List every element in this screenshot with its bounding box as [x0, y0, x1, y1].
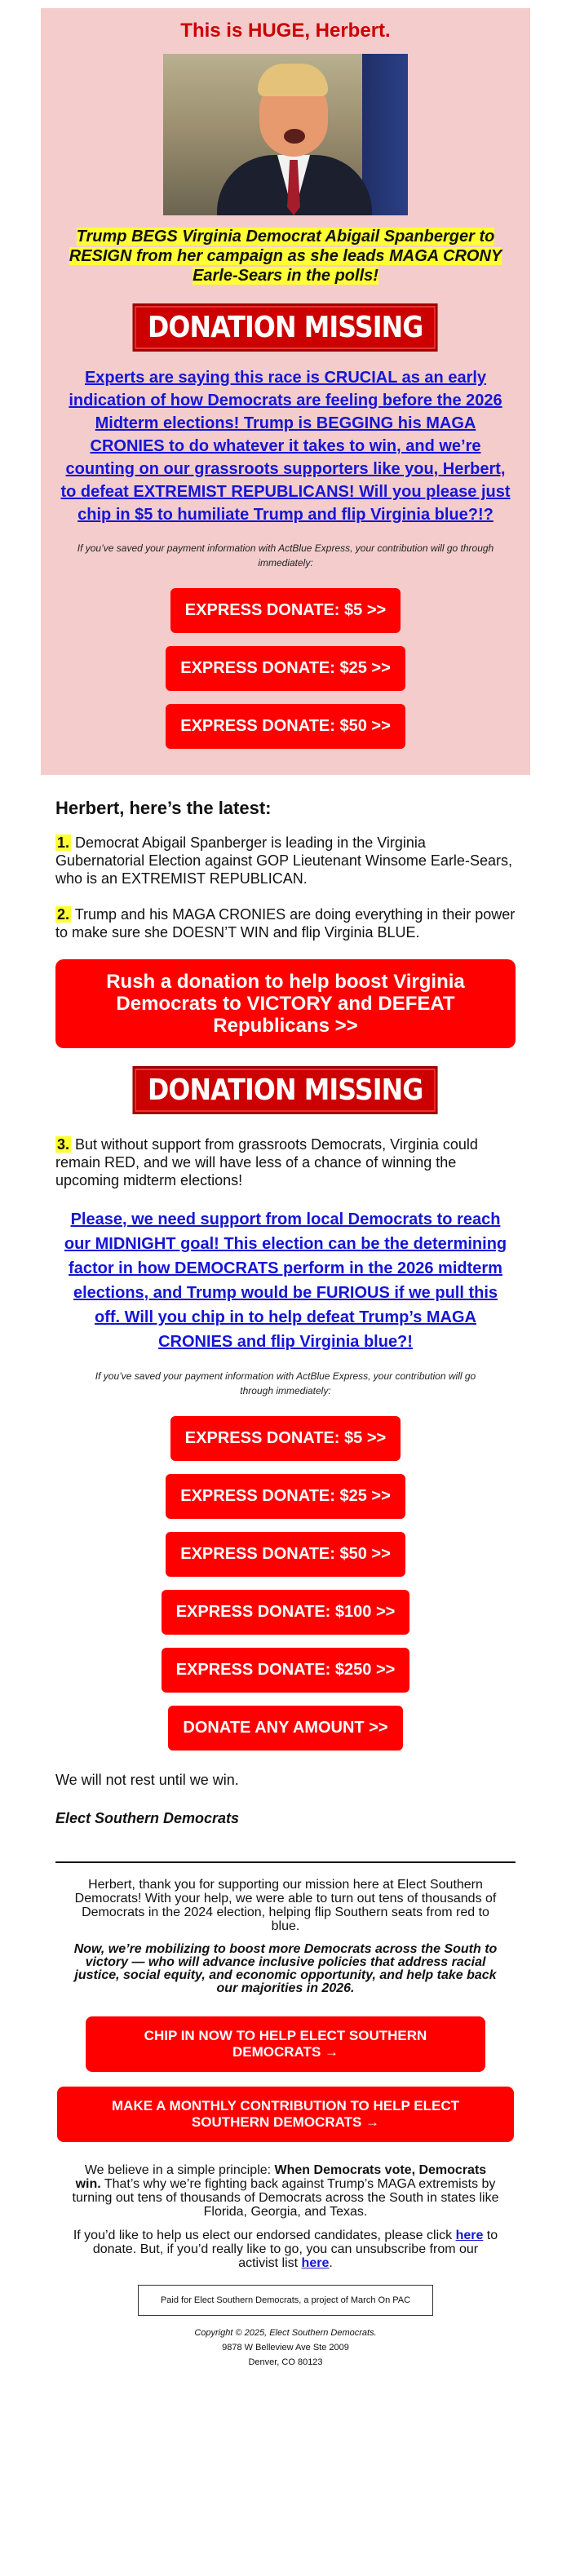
actblue-note: If you’ve saved your payment information with ActBlue Express, your contribution will go through immediately:: [95, 1370, 476, 1396]
donation-missing-stamp: DONATION MISSING: [133, 1066, 438, 1114]
hero-section: [41, 8, 530, 775]
donate-any-amount-button[interactable]: DONATE ANY AMOUNT >>: [168, 1706, 402, 1751]
address-line: 9878 W Belleview Ave Ste 2009: [222, 2343, 349, 2352]
headline-block: [41, 227, 530, 285]
divider: [55, 1861, 516, 1863]
donate-here-link[interactable]: here: [455, 2229, 484, 2242]
unsubscribe-link[interactable]: here: [301, 2256, 330, 2270]
signature: Elect Southern Democrats: [55, 1810, 240, 1826]
monthly-contribution-button[interactable]: MAKE A MONTHLY CONTRIBUTION TO HELP ELECT SOUTHERN DEMOCRATS →: [57, 2087, 514, 2142]
hero-title: This is HUGE, Herbert.: [180, 20, 391, 42]
address-line: Denver, CO 80123: [248, 2357, 323, 2367]
donate-50-button[interactable]: EXPRESS DONATE: $50 >>: [166, 704, 405, 749]
chip-in-button[interactable]: CHIP IN NOW TO HELP ELECT SOUTHERN DEMOCRATS →: [86, 2016, 485, 2072]
help-paragraph: If you’d like to help us elect our endorsed candidates, please click here to donate. But, if you’d really like to go, you can unsubscribe from our activist list here.: [73, 2229, 498, 2270]
midnight-goal-link[interactable]: Please, we need support from local Democrats to reach our MIDNIGHT goal! This election can be the determining factor in how DEMOCRATS perform in the 2026 midterm elections, and Trump would be FURIOUS if we pull this off. Will you chip in to help defeat Trump’s MAGA CRONIES and flip Virginia blue?!: [64, 1211, 507, 1351]
list-item: 2. Trump and his MAGA CRONIES are doing everything in their power to make sure she DOESN’T WIN and flip Virginia BLUE.: [55, 906, 516, 941]
donate-25-button[interactable]: EXPRESS DONATE: $25 >>: [166, 646, 405, 691]
list-item: 1. Democrat Abigail Spanberger is leading in the Virginia Gubernatorial Election against GOP Lieutenant Winsome Earle-Sears, who is an EXTREMIST REPUBLICAN.: [55, 834, 512, 887]
plea-link[interactable]: Experts are saying this race is CRUCIAL as an early indication of how Democrats are feeling before the 2026 Midterm elections! Trump is BEGGING his MAGA CRONIES to do whatever it takes to win, and we’re counting on our grassroots supporters like you, Herbert, to defeat EXTREMIST REPUBLICANS! Will you please just chip in $5 to humiliate Trump and flip Virginia blue?!?: [60, 369, 511, 524]
thanks-paragraph: Herbert, thank you for supporting our mission here at Elect Southern Democrats! With your help, we were able to turn out tens of thousands of Democrats in the 2024 election, helping flip Southern seats from red to blue.: [74, 1878, 497, 1933]
latest-section: [41, 798, 530, 2370]
rush-donation-button[interactable]: Rush a donation to help boost Virginia Democrats to VICTORY and DEFEAT Republicans >>: [55, 959, 516, 1048]
actblue-note: If you’ve saved your payment information with ActBlue Express, your contribution will go through immediately:: [77, 542, 494, 569]
donate-250-button[interactable]: EXPRESS DONATE: $250 >>: [162, 1648, 410, 1693]
trump-shouting-photo-icon: [163, 54, 408, 215]
donation-missing-stamp: DONATION MISSING: [133, 303, 438, 352]
mobilizing-paragraph: Now, we’re mobilizing to boost more Democrats across the South to victory — who will advance inclusive policies that address racial justice, social equity, and economic opportunity, and help take back our majorities in 2026.: [73, 1942, 498, 1995]
latest-heading: Herbert, here’s the latest:: [55, 798, 272, 818]
donate-50-button[interactable]: EXPRESS DONATE: $50 >>: [166, 1532, 405, 1577]
donate-5-button[interactable]: EXPRESS DONATE: $5 >>: [170, 588, 401, 633]
donate-100-button[interactable]: EXPRESS DONATE: $100 >>: [162, 1590, 410, 1635]
footer-address: [55, 2326, 516, 2370]
list-item: 3. But without support from grassroots Democrats, Virginia could remain RED, and we will have less of a chance of winning the upcoming midterm elections!: [55, 1136, 478, 1188]
donate-5-button[interactable]: EXPRESS DONATE: $5 >>: [170, 1416, 401, 1461]
closing-line: We will not rest until we win.: [55, 1772, 239, 1788]
headline: Trump BEGS Virginia Democrat Abigail Spanberger to RESIGN from her campaign as she leads MAGA CRONY Earle-Sears in the polls!: [69, 228, 502, 285]
copyright: Copyright © 2025, Elect Southern Democrats.: [194, 2328, 377, 2338]
principle-paragraph: We believe in a simple principle: When Democrats vote, Democrats win. That’s why we’re fighting back against Trump’s MAGA extremists by turning out tens of thousands of Democrats across the South in states like Florida, Georgia, and Texas.: [72, 2163, 499, 2219]
paid-for-box: Paid for Elect Southern Democrats, a project of March On PAC: [138, 2285, 433, 2316]
donate-25-button[interactable]: EXPRESS DONATE: $25 >>: [166, 1474, 405, 1519]
email-body: [41, 8, 530, 2370]
